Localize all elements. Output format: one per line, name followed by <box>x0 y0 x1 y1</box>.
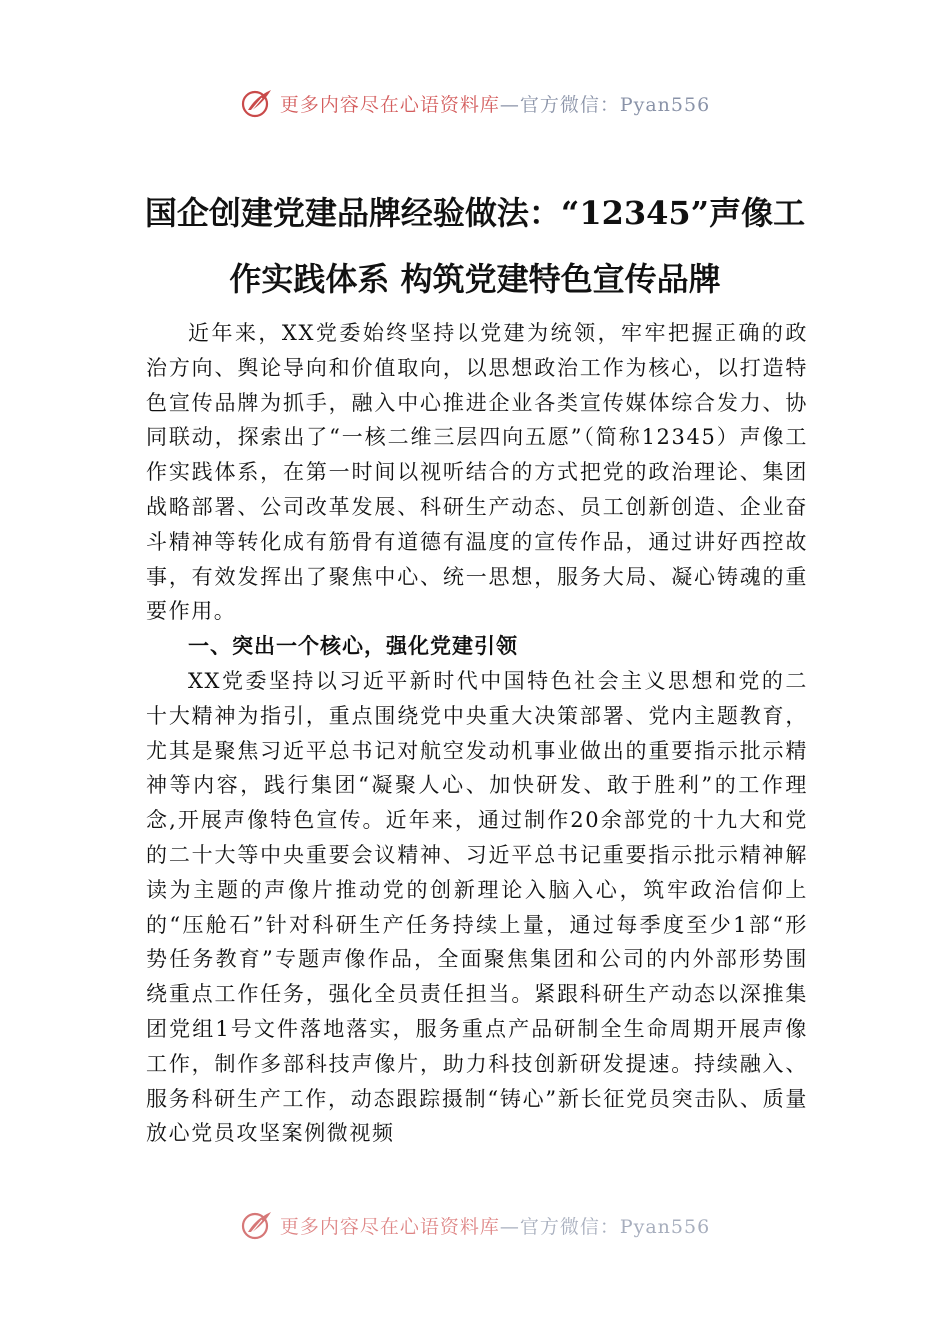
document-title: 国企创建党建品牌经验做法：“12345”声像工作实践体系 构筑党建特色宣传品牌 <box>144 194 806 298</box>
watermark-wechat-text: —官方微信：Pyan556 <box>499 1215 711 1238</box>
section-heading: 一、突出一个核心，强化党建引领 <box>188 634 518 659</box>
watermark-red-text: 更多内容尽在心语资料库 <box>279 1215 500 1238</box>
watermark-red-text: 更多内容尽在心语资料库 <box>279 93 500 116</box>
intro-paragraph: 近年来，XX党委始终坚持以党建为统领，牢牢把握正确的政治方向、舆论导向和价值取向，以思想政治工作为核心，以打造特色宣传品牌为抓手，融入中心推进企业各类宣传媒体综合发力、协同联动，探索出了“一核二维三层四向五愿”（简称12345）声像工作实践体系，在第一时间以视听结合的方式把党的政治理论、集团战略部署、公司改革发展、科研生产动态、员工创新创造、企业奋斗精神等转化成有筋骨有道德有温度的宣传作品，通过讲好西控故事，有效发挥出了聚焦中心、统一思想，服务大局、凝心铸魂的重要作用。 <box>146 321 808 624</box>
section-paragraph: XX党委坚持以习近平新时代中国特色社会主义思想和党的二十大精神为指引，重点围绕党中央重大决策部署、党内主题教育，尤其是聚焦习近平总书记对航空发动机事业做出的重要指示批示精神等内容，践行集团“凝聚人心、加快研发、敢于胜利”的工作理念,开展声像特色宣传。近年来，通过制作20余部党的十九大和党的二十大等中央重要会议精神、习近平总书记重要指示批示精神解读为主题的声像片推动党的创新理论入脑入心，筑牢政治信仰上的“压舱石”针对科研生产任务持续上量，通过每季度至少1部“形势任务教育”专题声像作品，全面聚焦集团和公司的内外部形势围绕重点工作任务，强化全员责任担当。紧跟科研生产动态以深推集团党组1号文件落地落实，服务重点产品研制全生命周期开展声像工作，制作多部科技声像片，助力科技创新研发提速。持续融入、服务科研生产工作，动态跟踪摄制“铸心”新长征党员突击队、质量放心党员攻坚案例微视频 <box>146 668 808 1146</box>
watermark-header <box>0 86 950 120</box>
feather-logo-icon <box>240 1208 274 1242</box>
watermark-footer <box>0 1208 950 1242</box>
watermark-wechat-text: —官方微信：Pyan556 <box>499 93 711 116</box>
document-body <box>146 316 808 1151</box>
feather-logo-icon <box>240 86 274 120</box>
